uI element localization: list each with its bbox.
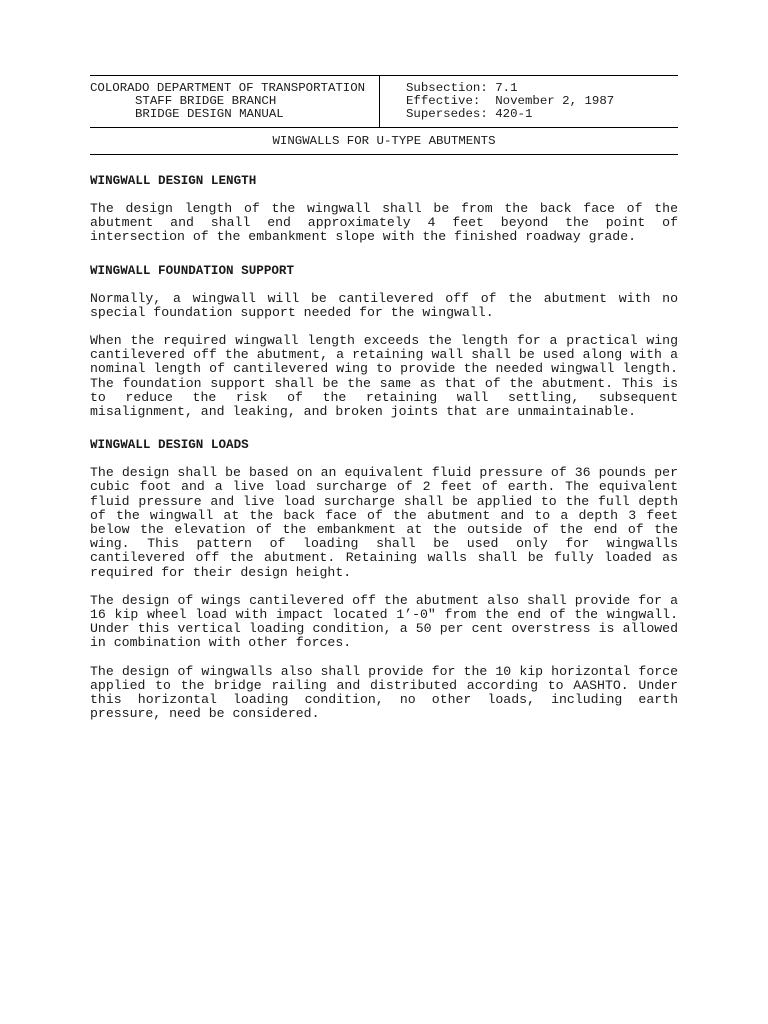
section-title-design-length: WINGWALL DESIGN LENGTH: [90, 174, 257, 188]
document-subtitle: WINGWALLS FOR U-TYPE ABUTMENTS: [90, 128, 678, 155]
header-manual: BRIDGE DESIGN MANUAL: [135, 107, 284, 121]
header-subsection: Subsection: 7.1: [406, 81, 518, 95]
paragraph: Normally, a wingwall will be cantilevered off of the abutment with no special foundation support needed for the wingwall.: [90, 290, 678, 320]
header-organization: [90, 76, 380, 127]
paragraph: The design shall be based on an equivalent fluid pressure of 36 pounds per cubic foot and a live load surcharge of 2 feet of earth. The equivalent fluid pressure and live load surcharge shall be applied to the full depth of the wingwall at the back face of the abutment and to a depth 3 feet below the elevation of the embankment at the outside of the end of the wing. This pattern of loading shall be used only for wingwalls cantilevered off the abutment. Retaining walls shall be fully loaded as required for their design height.: [90, 465, 678, 580]
document-header: [90, 75, 678, 128]
paragraph: The design length of the wingwall shall be from the back face of the abutment and shall end approximately 4 feet beyond the point of intersection of the embankment slope with the finished roadway grade.: [90, 201, 678, 245]
document-page: [90, 75, 678, 721]
section-title-foundation-support: WINGWALL FOUNDATION SUPPORT: [90, 263, 295, 278]
section-title-design-loads: WINGWALL DESIGN LOADS: [90, 438, 249, 453]
header-metadata: [380, 76, 678, 127]
header-branch: STAFF BRIDGE BRANCH: [135, 94, 277, 108]
paragraph: When the required wingwall length exceeds the length for a practical wing cantilevered off the abutment, a retaining wall shall be used along with a nominal length of cantilevered wing to provide the needed wingwall length. The foundation support shall be the same as that of the abutment. This is to reduce the risk of the retaining wall settling, subsequent misalignment, and leaking, and broken joints that are unmaintainable.: [90, 333, 678, 420]
header-effective-date: Effective: November 2, 1987: [406, 94, 615, 108]
header-supersedes: Supersedes: 420-1: [406, 107, 533, 121]
paragraph: The design of wings cantilevered off the abutment also shall provide for a 16 kip wheel load with impact located 1’-0" from the end of the wingwall. Under this vertical loading condition, a 50 per cent overstress is allowed in combination with other forces.: [90, 592, 678, 651]
paragraph: The design of wingwalls also shall provide for the 10 kip horizontal force applied to the bridge railing and distributed according to AASHTO. Under this horizontal loading condition, no other loads, including earth pressure, need be considered.: [90, 663, 678, 722]
header-department: COLORADO DEPARTMENT OF TRANSPORTATION: [90, 81, 366, 95]
